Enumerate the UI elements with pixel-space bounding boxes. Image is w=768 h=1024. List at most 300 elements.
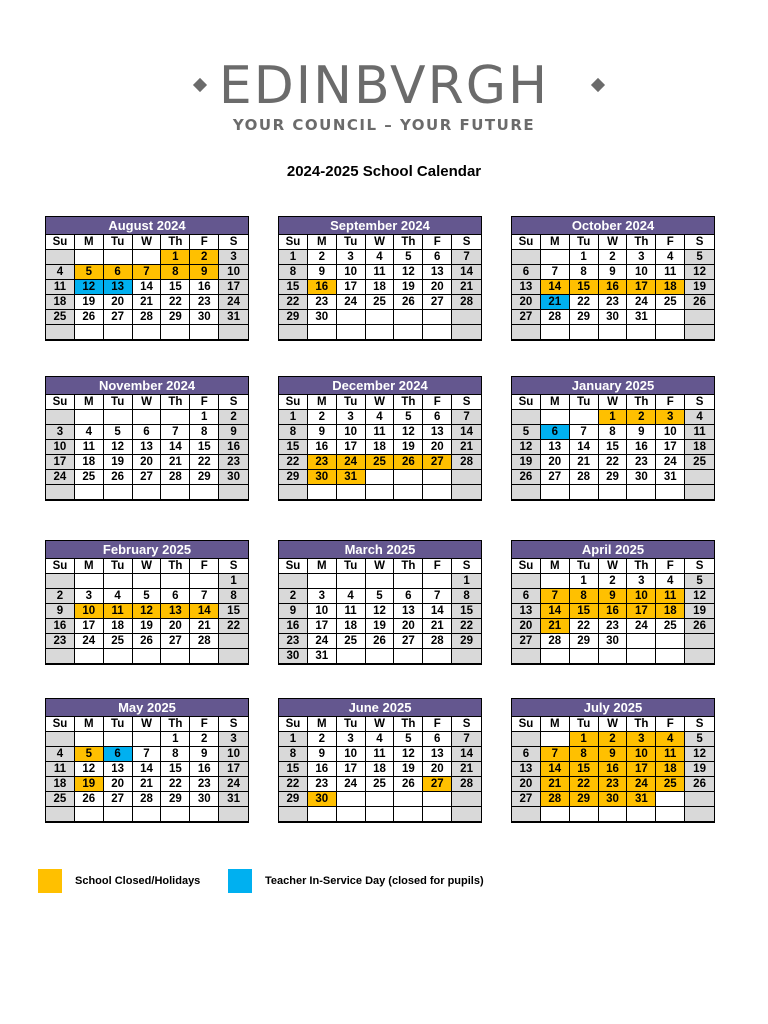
month-title: October 2024 bbox=[512, 217, 714, 235]
weekday-header: F bbox=[190, 235, 219, 250]
day-cell: 20 bbox=[133, 455, 162, 470]
empty-day-cell bbox=[570, 807, 599, 822]
empty-day-cell bbox=[394, 485, 423, 500]
day-cell: 17 bbox=[308, 619, 337, 634]
day-cell: 13 bbox=[104, 762, 133, 777]
weekday-header: M bbox=[75, 235, 104, 250]
day-cell: 23 bbox=[308, 777, 337, 792]
day-cell: 28 bbox=[541, 634, 570, 649]
day-cell: 26 bbox=[512, 470, 541, 485]
day-cell: 8 bbox=[452, 589, 481, 604]
weekday-header: Th bbox=[161, 395, 190, 410]
day-cell: 30 bbox=[599, 634, 628, 649]
empty-day-cell bbox=[685, 634, 714, 649]
day-cell: 11 bbox=[685, 425, 714, 440]
empty-day-cell bbox=[627, 634, 656, 649]
day-cell: 15 bbox=[279, 280, 308, 295]
weekday-header: M bbox=[75, 395, 104, 410]
month-day-grid bbox=[512, 235, 714, 340]
day-cell: 12 bbox=[394, 425, 423, 440]
day-cell: 5 bbox=[366, 589, 395, 604]
day-cell: 14 bbox=[452, 265, 481, 280]
legend-holiday bbox=[38, 869, 200, 893]
empty-day-cell bbox=[656, 649, 685, 664]
day-cell: 13 bbox=[541, 440, 570, 455]
day-cell: 24 bbox=[75, 634, 104, 649]
weekday-header: Su bbox=[512, 717, 541, 732]
day-cell: 16 bbox=[308, 280, 337, 295]
empty-day-cell bbox=[570, 325, 599, 340]
day-cell: 24 bbox=[308, 634, 337, 649]
empty-day-cell bbox=[570, 410, 599, 425]
day-cell: 18 bbox=[104, 619, 133, 634]
day-cell: 27 bbox=[512, 634, 541, 649]
empty-day-cell bbox=[685, 470, 714, 485]
empty-day-cell bbox=[46, 574, 75, 589]
weekday-header: Su bbox=[46, 235, 75, 250]
day-cell: 27 bbox=[423, 295, 452, 310]
day-cell: 17 bbox=[219, 762, 248, 777]
day-cell: 26 bbox=[75, 310, 104, 325]
empty-day-cell bbox=[541, 732, 570, 747]
day-cell: 13 bbox=[133, 440, 162, 455]
day-cell: 6 bbox=[423, 250, 452, 265]
weekday-header: Tu bbox=[104, 235, 133, 250]
day-cell: 25 bbox=[366, 295, 395, 310]
day-cell: 4 bbox=[366, 410, 395, 425]
day-cell: 23 bbox=[190, 777, 219, 792]
day-cell: 28 bbox=[423, 634, 452, 649]
empty-day-cell bbox=[570, 485, 599, 500]
day-cell: 5 bbox=[512, 425, 541, 440]
day-cell: 26 bbox=[394, 455, 423, 470]
day-cell: 24 bbox=[627, 295, 656, 310]
day-cell: 15 bbox=[570, 604, 599, 619]
day-cell: 19 bbox=[685, 280, 714, 295]
day-cell: 18 bbox=[46, 295, 75, 310]
empty-day-cell bbox=[46, 250, 75, 265]
day-cell: 23 bbox=[627, 455, 656, 470]
weekday-header: F bbox=[656, 717, 685, 732]
weekday-header: Tu bbox=[104, 395, 133, 410]
day-cell: 15 bbox=[161, 762, 190, 777]
empty-day-cell bbox=[599, 807, 628, 822]
day-cell: 29 bbox=[452, 634, 481, 649]
day-cell: 18 bbox=[656, 280, 685, 295]
day-cell: 27 bbox=[512, 310, 541, 325]
empty-day-cell bbox=[512, 732, 541, 747]
weekday-header: M bbox=[308, 559, 337, 574]
day-cell: 19 bbox=[685, 762, 714, 777]
day-cell: 7 bbox=[452, 250, 481, 265]
day-cell: 18 bbox=[656, 762, 685, 777]
day-cell: 14 bbox=[541, 280, 570, 295]
day-cell: 21 bbox=[541, 295, 570, 310]
day-cell: 7 bbox=[541, 265, 570, 280]
day-cell: 12 bbox=[685, 589, 714, 604]
day-cell: 7 bbox=[541, 589, 570, 604]
weekday-header: M bbox=[541, 717, 570, 732]
day-cell: 25 bbox=[75, 470, 104, 485]
empty-day-cell bbox=[599, 649, 628, 664]
day-cell: 18 bbox=[366, 280, 395, 295]
weekday-header: Tu bbox=[570, 395, 599, 410]
empty-day-cell bbox=[599, 485, 628, 500]
day-cell: 25 bbox=[656, 777, 685, 792]
day-cell: 16 bbox=[279, 619, 308, 634]
day-cell: 25 bbox=[656, 295, 685, 310]
day-cell: 5 bbox=[685, 732, 714, 747]
weekday-header: S bbox=[685, 395, 714, 410]
day-cell: 9 bbox=[46, 604, 75, 619]
day-cell: 9 bbox=[627, 425, 656, 440]
weekday-header: M bbox=[308, 717, 337, 732]
empty-day-cell bbox=[394, 310, 423, 325]
weekday-header: S bbox=[219, 717, 248, 732]
month-title: March 2025 bbox=[279, 541, 481, 559]
empty-day-cell bbox=[75, 807, 104, 822]
empty-day-cell bbox=[308, 325, 337, 340]
empty-day-cell bbox=[685, 649, 714, 664]
day-cell: 17 bbox=[627, 280, 656, 295]
day-cell: 10 bbox=[627, 265, 656, 280]
empty-day-cell bbox=[366, 325, 395, 340]
day-cell: 26 bbox=[685, 619, 714, 634]
weekday-header: F bbox=[423, 559, 452, 574]
day-cell: 4 bbox=[656, 250, 685, 265]
day-cell: 3 bbox=[75, 589, 104, 604]
month-calendar bbox=[45, 540, 249, 665]
empty-day-cell bbox=[423, 807, 452, 822]
day-cell: 22 bbox=[599, 455, 628, 470]
empty-day-cell bbox=[337, 325, 366, 340]
day-cell: 29 bbox=[161, 792, 190, 807]
day-cell: 15 bbox=[570, 762, 599, 777]
empty-day-cell bbox=[308, 574, 337, 589]
month-calendar bbox=[45, 216, 249, 341]
day-cell: 2 bbox=[308, 410, 337, 425]
day-cell: 4 bbox=[75, 425, 104, 440]
day-cell: 16 bbox=[599, 280, 628, 295]
day-cell: 24 bbox=[627, 619, 656, 634]
day-cell: 8 bbox=[161, 265, 190, 280]
day-cell: 10 bbox=[75, 604, 104, 619]
weekday-header: S bbox=[452, 395, 481, 410]
day-cell: 28 bbox=[541, 792, 570, 807]
empty-day-cell bbox=[133, 807, 162, 822]
empty-day-cell bbox=[423, 649, 452, 664]
legend-holiday-label: School Closed/Holidays bbox=[75, 875, 201, 887]
day-cell: 1 bbox=[452, 574, 481, 589]
day-cell: 8 bbox=[570, 589, 599, 604]
weekday-header: S bbox=[219, 235, 248, 250]
day-cell: 2 bbox=[308, 732, 337, 747]
month-title: November 2024 bbox=[46, 377, 248, 395]
day-cell: 8 bbox=[279, 265, 308, 280]
day-cell: 26 bbox=[685, 777, 714, 792]
month-day-grid bbox=[46, 559, 248, 664]
empty-day-cell bbox=[219, 325, 248, 340]
weekday-header: S bbox=[219, 395, 248, 410]
weekday-header: M bbox=[75, 717, 104, 732]
day-cell: 8 bbox=[570, 747, 599, 762]
weekday-header: Su bbox=[279, 235, 308, 250]
day-cell: 12 bbox=[394, 265, 423, 280]
weekday-header: Th bbox=[627, 717, 656, 732]
weekday-header: F bbox=[190, 717, 219, 732]
day-cell: 23 bbox=[308, 455, 337, 470]
empty-day-cell bbox=[46, 649, 75, 664]
day-cell: 20 bbox=[104, 777, 133, 792]
day-cell: 9 bbox=[308, 425, 337, 440]
empty-day-cell bbox=[627, 325, 656, 340]
day-cell: 13 bbox=[104, 280, 133, 295]
empty-day-cell bbox=[541, 250, 570, 265]
day-cell: 10 bbox=[627, 747, 656, 762]
month-day-grid bbox=[279, 395, 481, 500]
day-cell: 5 bbox=[104, 425, 133, 440]
day-cell: 18 bbox=[75, 455, 104, 470]
day-cell: 22 bbox=[279, 295, 308, 310]
weekday-header: Th bbox=[627, 395, 656, 410]
day-cell: 7 bbox=[541, 747, 570, 762]
empty-day-cell bbox=[452, 792, 481, 807]
day-cell: 18 bbox=[366, 440, 395, 455]
day-cell: 6 bbox=[512, 747, 541, 762]
empty-day-cell bbox=[219, 485, 248, 500]
day-cell: 11 bbox=[46, 762, 75, 777]
day-cell: 14 bbox=[452, 747, 481, 762]
day-cell: 9 bbox=[308, 747, 337, 762]
empty-day-cell bbox=[75, 410, 104, 425]
day-cell: 11 bbox=[656, 589, 685, 604]
day-cell: 30 bbox=[190, 310, 219, 325]
day-cell: 24 bbox=[219, 777, 248, 792]
day-cell: 16 bbox=[190, 762, 219, 777]
day-cell: 25 bbox=[46, 310, 75, 325]
day-cell: 2 bbox=[279, 589, 308, 604]
legend-inservice-label: Teacher In-Service Day (closed for pupils) bbox=[265, 875, 484, 887]
weekday-header: Su bbox=[46, 395, 75, 410]
empty-day-cell bbox=[366, 574, 395, 589]
day-cell: 6 bbox=[423, 732, 452, 747]
day-cell: 29 bbox=[570, 634, 599, 649]
day-cell: 24 bbox=[219, 295, 248, 310]
weekday-header: Th bbox=[161, 717, 190, 732]
month-calendar bbox=[45, 698, 249, 823]
empty-day-cell bbox=[685, 310, 714, 325]
day-cell: 2 bbox=[219, 410, 248, 425]
day-cell: 3 bbox=[337, 410, 366, 425]
day-cell: 10 bbox=[337, 425, 366, 440]
weekday-header: W bbox=[599, 717, 628, 732]
weekday-header: W bbox=[366, 395, 395, 410]
day-cell: 1 bbox=[161, 250, 190, 265]
empty-day-cell bbox=[133, 574, 162, 589]
empty-day-cell bbox=[366, 470, 395, 485]
empty-day-cell bbox=[337, 485, 366, 500]
day-cell: 6 bbox=[161, 589, 190, 604]
weekday-header: Tu bbox=[337, 395, 366, 410]
day-cell: 12 bbox=[512, 440, 541, 455]
month-title: January 2025 bbox=[512, 377, 714, 395]
empty-day-cell bbox=[104, 574, 133, 589]
weekday-header: W bbox=[133, 235, 162, 250]
day-cell: 30 bbox=[599, 310, 628, 325]
empty-day-cell bbox=[337, 792, 366, 807]
day-cell: 23 bbox=[279, 634, 308, 649]
day-cell: 22 bbox=[161, 295, 190, 310]
weekday-header: Tu bbox=[570, 235, 599, 250]
empty-day-cell bbox=[541, 485, 570, 500]
day-cell: 4 bbox=[337, 589, 366, 604]
day-cell: 20 bbox=[423, 280, 452, 295]
day-cell: 19 bbox=[394, 280, 423, 295]
weekday-header: S bbox=[685, 235, 714, 250]
day-cell: 21 bbox=[541, 619, 570, 634]
month-day-grid bbox=[512, 395, 714, 500]
month-day-grid bbox=[46, 717, 248, 822]
empty-day-cell bbox=[423, 574, 452, 589]
day-cell: 1 bbox=[279, 250, 308, 265]
month-title: December 2024 bbox=[279, 377, 481, 395]
empty-day-cell bbox=[133, 410, 162, 425]
day-cell: 15 bbox=[279, 440, 308, 455]
day-cell: 10 bbox=[219, 265, 248, 280]
day-cell: 11 bbox=[104, 604, 133, 619]
day-cell: 11 bbox=[46, 280, 75, 295]
council-logo bbox=[0, 52, 768, 142]
empty-day-cell bbox=[75, 325, 104, 340]
day-cell: 8 bbox=[219, 589, 248, 604]
month-calendar bbox=[511, 540, 715, 665]
day-cell: 23 bbox=[599, 295, 628, 310]
day-cell: 19 bbox=[512, 455, 541, 470]
day-cell: 3 bbox=[337, 250, 366, 265]
day-cell: 1 bbox=[570, 732, 599, 747]
empty-day-cell bbox=[133, 325, 162, 340]
month-calendar bbox=[278, 216, 482, 341]
day-cell: 11 bbox=[75, 440, 104, 455]
day-cell: 4 bbox=[366, 732, 395, 747]
day-cell: 3 bbox=[337, 732, 366, 747]
empty-day-cell bbox=[75, 732, 104, 747]
weekday-header: Su bbox=[512, 559, 541, 574]
day-cell: 3 bbox=[219, 732, 248, 747]
day-cell: 12 bbox=[104, 440, 133, 455]
day-cell: 17 bbox=[219, 280, 248, 295]
day-cell: 31 bbox=[337, 470, 366, 485]
day-cell: 10 bbox=[308, 604, 337, 619]
day-cell: 5 bbox=[133, 589, 162, 604]
empty-day-cell bbox=[452, 807, 481, 822]
day-cell: 6 bbox=[423, 410, 452, 425]
day-cell: 21 bbox=[190, 619, 219, 634]
day-cell: 23 bbox=[599, 777, 628, 792]
weekday-header: W bbox=[599, 235, 628, 250]
day-cell: 2 bbox=[46, 589, 75, 604]
empty-day-cell bbox=[656, 485, 685, 500]
empty-day-cell bbox=[512, 485, 541, 500]
day-cell: 19 bbox=[394, 440, 423, 455]
weekday-header: Su bbox=[279, 395, 308, 410]
day-cell: 2 bbox=[599, 250, 628, 265]
weekday-header: S bbox=[452, 717, 481, 732]
day-cell: 7 bbox=[423, 589, 452, 604]
day-cell: 24 bbox=[337, 295, 366, 310]
empty-day-cell bbox=[656, 310, 685, 325]
day-cell: 13 bbox=[423, 265, 452, 280]
weekday-header: F bbox=[656, 395, 685, 410]
empty-day-cell bbox=[46, 807, 75, 822]
day-cell: 20 bbox=[512, 619, 541, 634]
empty-day-cell bbox=[190, 485, 219, 500]
day-cell: 25 bbox=[366, 777, 395, 792]
month-day-grid bbox=[279, 235, 481, 340]
weekday-header: Su bbox=[512, 235, 541, 250]
day-cell: 15 bbox=[452, 604, 481, 619]
day-cell: 30 bbox=[308, 470, 337, 485]
day-cell: 20 bbox=[394, 619, 423, 634]
day-cell: 10 bbox=[219, 747, 248, 762]
day-cell: 14 bbox=[133, 280, 162, 295]
day-cell: 13 bbox=[161, 604, 190, 619]
day-cell: 30 bbox=[279, 649, 308, 664]
day-cell: 27 bbox=[423, 777, 452, 792]
day-cell: 6 bbox=[541, 425, 570, 440]
empty-day-cell bbox=[423, 470, 452, 485]
day-cell: 22 bbox=[452, 619, 481, 634]
empty-day-cell bbox=[337, 310, 366, 325]
day-cell: 30 bbox=[599, 792, 628, 807]
empty-day-cell bbox=[541, 410, 570, 425]
empty-day-cell bbox=[627, 485, 656, 500]
day-cell: 3 bbox=[219, 250, 248, 265]
day-cell: 20 bbox=[512, 295, 541, 310]
empty-day-cell bbox=[656, 792, 685, 807]
day-cell: 6 bbox=[133, 425, 162, 440]
day-cell: 12 bbox=[366, 604, 395, 619]
day-cell: 29 bbox=[279, 792, 308, 807]
day-cell: 20 bbox=[423, 440, 452, 455]
day-cell: 10 bbox=[46, 440, 75, 455]
empty-day-cell bbox=[279, 574, 308, 589]
day-cell: 8 bbox=[599, 425, 628, 440]
day-cell: 28 bbox=[161, 470, 190, 485]
day-cell: 20 bbox=[512, 777, 541, 792]
day-cell: 25 bbox=[685, 455, 714, 470]
day-cell: 16 bbox=[190, 280, 219, 295]
day-cell: 14 bbox=[133, 762, 162, 777]
day-cell: 25 bbox=[104, 634, 133, 649]
day-cell: 4 bbox=[656, 732, 685, 747]
day-cell: 26 bbox=[394, 777, 423, 792]
weekday-header: M bbox=[308, 395, 337, 410]
day-cell: 27 bbox=[423, 455, 452, 470]
empty-day-cell bbox=[104, 732, 133, 747]
day-cell: 7 bbox=[190, 589, 219, 604]
day-cell: 26 bbox=[104, 470, 133, 485]
day-cell: 1 bbox=[161, 732, 190, 747]
day-cell: 14 bbox=[423, 604, 452, 619]
day-cell: 8 bbox=[161, 747, 190, 762]
day-cell: 11 bbox=[366, 747, 395, 762]
day-cell: 14 bbox=[570, 440, 599, 455]
weekday-header: Th bbox=[161, 559, 190, 574]
empty-day-cell bbox=[133, 732, 162, 747]
holiday-swatch bbox=[38, 869, 62, 893]
day-cell: 29 bbox=[279, 470, 308, 485]
